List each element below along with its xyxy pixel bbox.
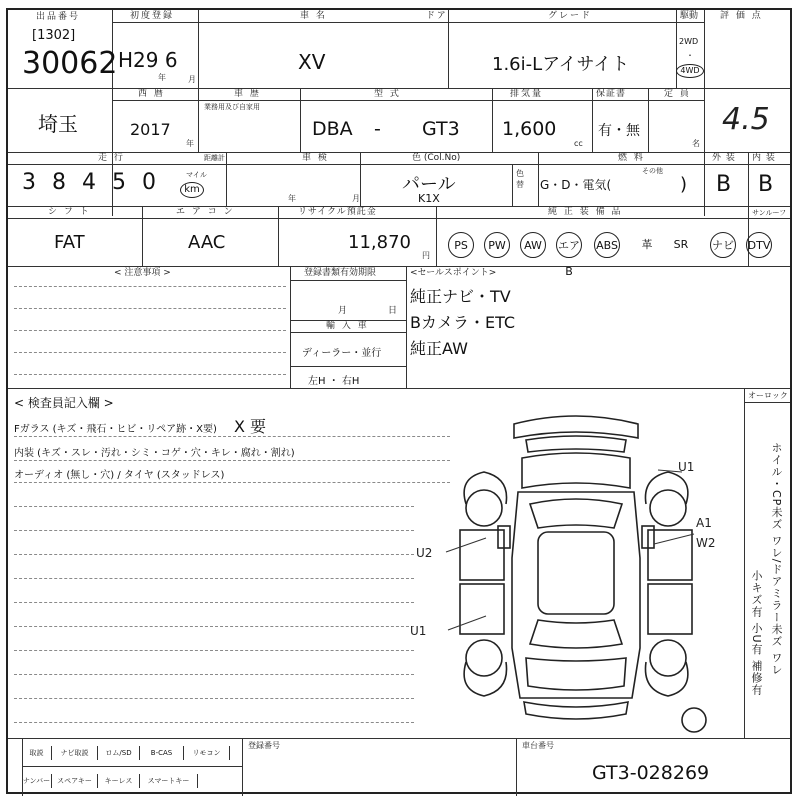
equipment-item: エアB	[556, 232, 582, 258]
interior-value: B	[758, 172, 774, 197]
footer-option: リモコン	[184, 746, 230, 760]
note-line	[14, 308, 286, 309]
recycle-unit: 円	[422, 251, 430, 260]
label-rule	[290, 280, 406, 281]
note-line	[14, 286, 286, 287]
sales-point-3: 純正AW	[410, 339, 468, 358]
footer-option: スマートキー	[140, 774, 198, 788]
inspection-label: 車 検	[302, 153, 329, 163]
car-name-label: 車 名	[300, 11, 327, 21]
glass-mark: X 要	[234, 417, 267, 436]
inspect-line	[14, 722, 414, 723]
mile-unit: マイル	[186, 171, 207, 179]
deadline-month: 月	[338, 306, 348, 316]
col-divider	[492, 88, 493, 152]
inspector-line-2: 内装 (キズ・スレ・汚れ・シミ・コゲ・穴・キレ・腐れ・割れ)	[14, 448, 295, 459]
col-divider	[300, 88, 301, 152]
color-change-label: 色替	[516, 169, 524, 189]
inspect-line	[14, 482, 450, 483]
inspect-line	[14, 578, 414, 579]
inspect-line	[14, 698, 414, 699]
auction-sheet	[6, 8, 792, 794]
equipment-item: DTV	[746, 232, 772, 258]
drive-label: 駆動	[680, 11, 699, 21]
fuel-value: G・D・電気(	[540, 178, 612, 192]
capacity-label: 定 員	[664, 89, 691, 99]
inspect-line	[14, 602, 414, 603]
shift-value: FAT	[54, 232, 85, 253]
footer-option: ロム/SD	[98, 746, 140, 760]
model-prefix: DBA	[312, 118, 353, 140]
note-line	[14, 352, 286, 353]
history-note: 業務用及び自家用	[204, 103, 260, 111]
reg-deadline-label: 登録書類有効期限	[304, 268, 377, 278]
capacity-unit: 名	[692, 139, 702, 148]
score-value: 4.5	[722, 102, 770, 137]
recycle-label: リサイクル預託金	[298, 207, 377, 217]
model-dash: -	[374, 118, 381, 140]
row-divider	[8, 206, 790, 207]
col-divider	[242, 738, 243, 796]
col-divider	[744, 388, 745, 738]
side-text-2: 小キズ有 小U有 補修有	[750, 570, 763, 697]
footer-option: キーレス	[98, 774, 140, 788]
warranty-label: 保証書	[596, 89, 627, 99]
diagram-mark-3: U1	[410, 624, 427, 638]
inspect-line	[14, 436, 450, 437]
fuel-label: 燃 料	[618, 153, 645, 163]
diagram-mark-4: A1	[696, 516, 712, 530]
equipment-item: PS	[448, 232, 474, 258]
recycle-value: 11,870	[348, 232, 411, 253]
inspector-line-1: Fガラス (キズ・飛石・ヒビ・リペア跡・X要)	[14, 424, 217, 435]
import-handle: 左H ・ 右H	[308, 376, 360, 387]
import-label: 輸 入 車	[326, 321, 369, 331]
reg-no-label: 登録番号	[248, 741, 280, 750]
label-rule	[112, 100, 704, 101]
car-diagram	[426, 408, 726, 734]
color-value: パール	[402, 174, 456, 195]
sales-point-2: Bカメラ・ETC	[410, 313, 516, 332]
reg-value: H29 6	[118, 48, 178, 72]
year-value: 2017	[130, 120, 171, 139]
row-divider	[8, 152, 790, 153]
chassis-label: 車台番号	[522, 741, 554, 750]
mileage-digit: 0	[142, 170, 156, 195]
equipment-item: SR	[673, 238, 689, 251]
cc-unit: cc	[574, 139, 583, 148]
label-rule	[290, 366, 406, 367]
caution-label: < 注意事項 >	[114, 268, 171, 278]
inspector-line-3: オーディオ (無し・穴) / タイヤ (スタッドレス)	[14, 470, 225, 481]
footer-option: スペアキー	[52, 774, 98, 788]
exterior-value: B	[716, 172, 732, 197]
inspection-year-unit: 年	[288, 194, 298, 203]
cc-label: 排気量	[510, 89, 544, 99]
footer-option: 取説	[22, 746, 52, 760]
grade-label: グレード	[548, 11, 593, 21]
drive-4wd: 4WD	[676, 64, 704, 78]
inspect-line	[14, 460, 450, 461]
year-unit: 年	[186, 139, 196, 148]
label-rule	[744, 402, 790, 403]
sales-label: <セールスポイント>	[410, 268, 497, 278]
inspect-line	[14, 530, 414, 531]
odometer-label: オーロック	[748, 391, 788, 400]
deadline-day: 日	[388, 306, 398, 316]
reg-month-unit: 月	[188, 75, 198, 84]
note-line	[14, 330, 286, 331]
col-divider	[516, 738, 517, 796]
ac-label: エ ア コ ン	[176, 207, 235, 217]
col-divider	[278, 206, 279, 266]
mileage-digit: 5	[112, 170, 126, 195]
col-divider	[704, 10, 705, 216]
mileage-label: 走 行	[98, 153, 125, 163]
col-divider	[226, 152, 227, 206]
equipment-item: AW	[520, 232, 546, 258]
col-divider	[436, 206, 437, 266]
shift-label: シ フ ト	[48, 207, 91, 217]
grade-value: 1.6i-Lアイサイト	[492, 54, 630, 75]
col-divider	[592, 88, 593, 152]
label-rule	[290, 332, 406, 333]
label-rule	[8, 218, 790, 219]
drive-dot: ・	[686, 51, 694, 60]
reg-year-unit: 年	[158, 73, 168, 82]
col-divider	[512, 164, 513, 206]
col-divider	[748, 152, 749, 206]
col-divider	[198, 88, 199, 152]
inspect-line	[14, 674, 414, 675]
inspect-line	[14, 554, 414, 555]
side-text-1: ホイル・CP未ズ ワレ/ドアミラー未ズ ワレ	[770, 442, 783, 677]
col-divider	[290, 266, 291, 388]
equipment-item: ナビ	[710, 232, 736, 258]
sales-point-1: 純正ナビ・TV	[410, 287, 511, 306]
footer-option: B-CAS	[140, 746, 184, 760]
ac-value: AAC	[188, 232, 226, 253]
car-name-value: XV	[298, 50, 326, 74]
lot-prefix: [1302]	[32, 28, 76, 43]
km-unit: km	[180, 182, 204, 198]
chassis-value: GT3-028269	[592, 762, 710, 784]
model-label: 型 式	[374, 89, 401, 99]
reg-label: 初度登録	[130, 11, 175, 21]
color-label: 色 (Col.No)	[412, 153, 461, 163]
diagram-mark-5: W2	[696, 536, 716, 550]
label-rule	[112, 22, 704, 23]
equipment-item: PW	[484, 232, 510, 258]
mileage-digit: 4	[82, 170, 96, 195]
row-divider	[8, 266, 790, 267]
odo-label: 距離計	[204, 154, 225, 162]
score-label: 評 価 点	[720, 11, 763, 21]
mileage-digit: 8	[52, 170, 66, 195]
diagram-mark-1: U1	[678, 460, 695, 474]
inspector-title: < 検査員記入欄 >	[14, 396, 114, 410]
footer-option: ナビ取説	[52, 746, 98, 760]
warranty-value: 有・無	[598, 123, 640, 139]
label-rule	[8, 164, 790, 165]
interior-label: 内 装	[752, 153, 776, 163]
import-dealer: ディーラー・並行	[302, 348, 382, 359]
year-label: 西 暦	[138, 89, 165, 99]
footer-options	[22, 738, 242, 794]
lot-label: 出品番号	[36, 12, 81, 22]
color-code: K1X	[418, 192, 440, 205]
equipment-item: ABS	[594, 232, 620, 258]
inspect-line	[14, 626, 414, 627]
fuel-close: )	[680, 174, 688, 195]
row-divider	[8, 388, 790, 389]
equipment-item: 革	[641, 238, 653, 251]
note-line	[14, 374, 286, 375]
inspect-line	[14, 506, 414, 507]
col-divider	[142, 206, 143, 266]
col-divider	[538, 152, 539, 206]
diagram-mark-2: U2	[416, 546, 433, 560]
mileage-digit: 3	[22, 170, 36, 195]
exterior-label: 外 装	[712, 153, 736, 163]
footer-option: ナンバー	[22, 774, 52, 788]
sunroof-label: サンルーフ	[752, 209, 787, 217]
inspect-line	[14, 650, 414, 651]
door-label: ドア	[426, 11, 448, 21]
cc-value: 1,600	[502, 118, 557, 140]
history-label: 車 歴	[234, 89, 261, 99]
col-divider	[406, 266, 407, 388]
drive-2wd: 2WD	[679, 37, 699, 46]
fuel-other: その他	[642, 167, 663, 175]
model-code: GT3	[422, 118, 460, 140]
lot-number: 30062	[22, 46, 118, 81]
inspection-month-unit: 月	[352, 194, 362, 203]
region: 埼玉	[38, 112, 78, 136]
equipment-label: 純 正 装 備 品	[548, 207, 623, 217]
col-divider	[648, 88, 649, 152]
